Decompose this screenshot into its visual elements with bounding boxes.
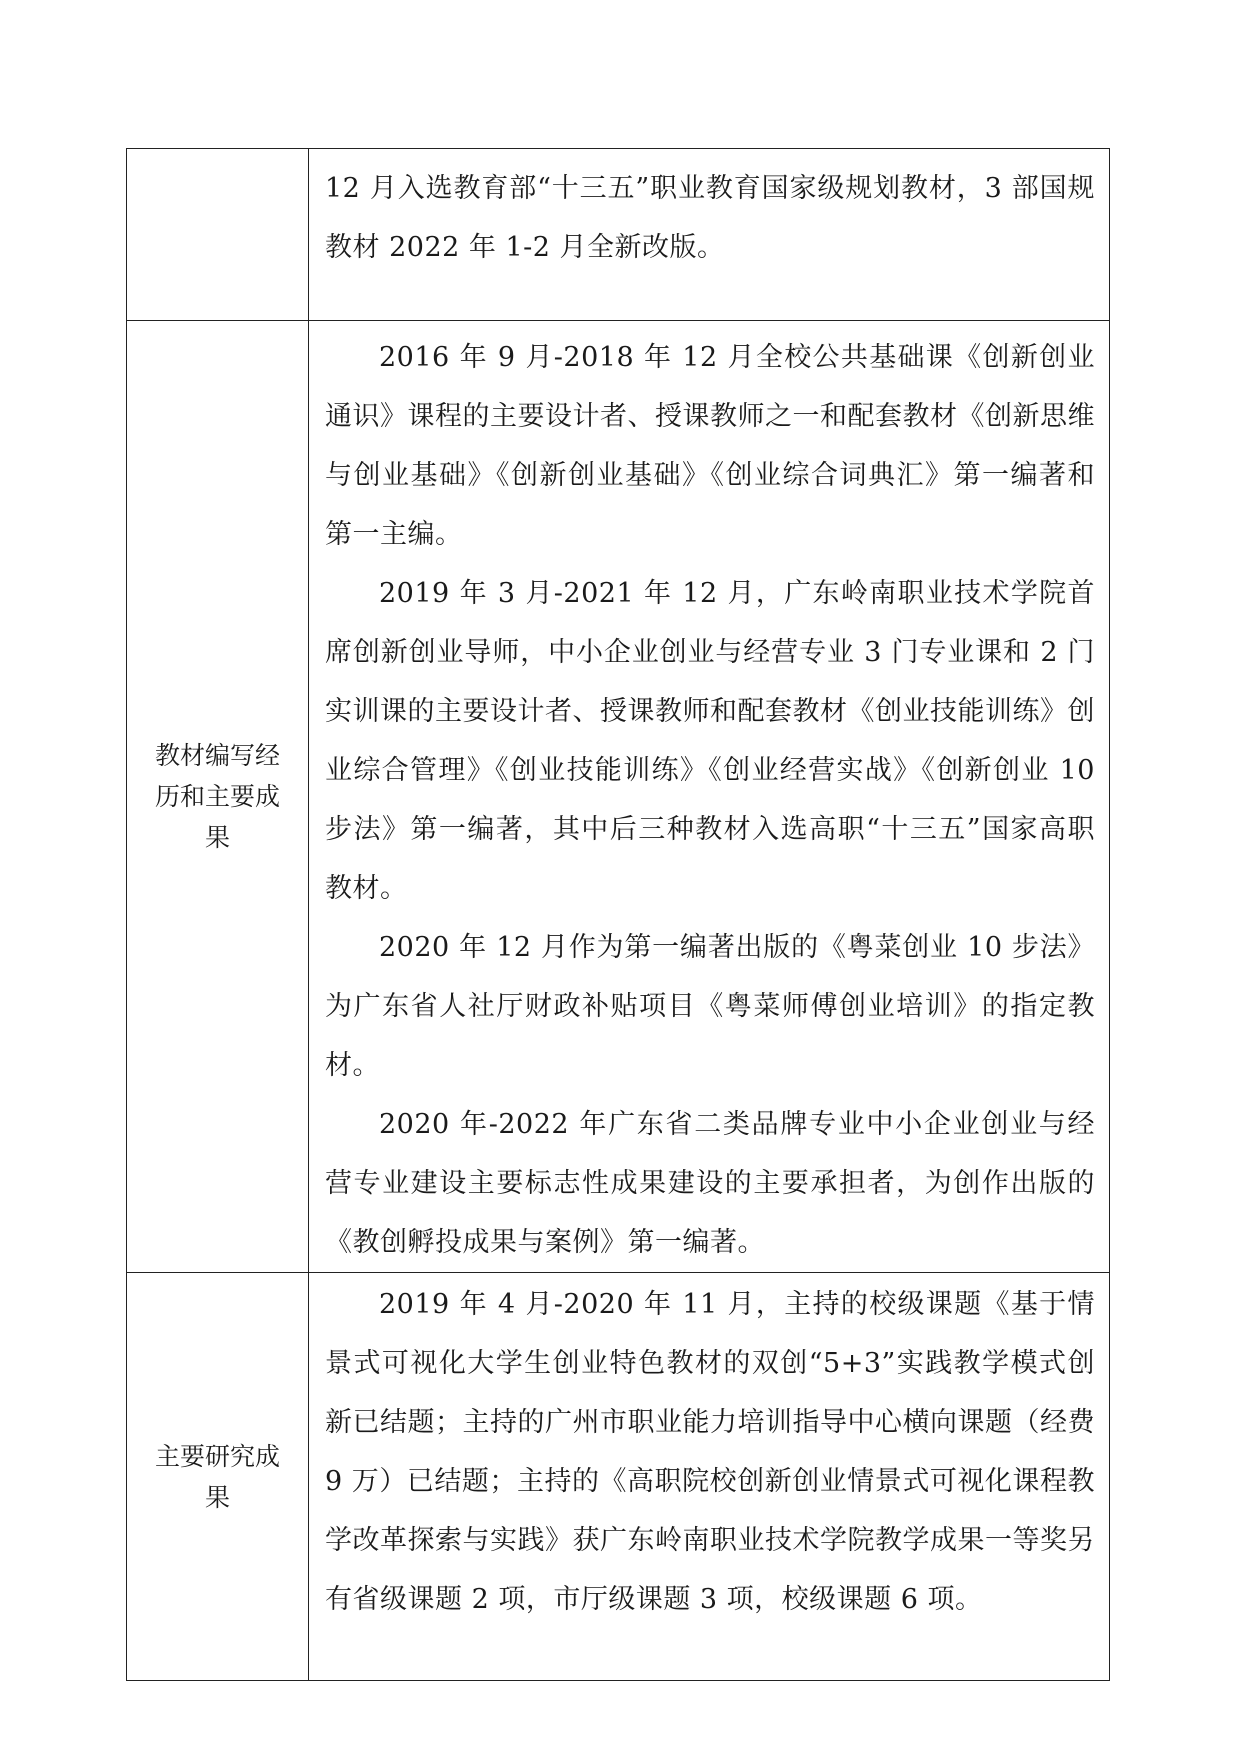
paragraph: 2019 年 4 月-2020 年 11 月，主持的校级课题《基于情景式可视化大学生创业特色教材的双创“5+3”实践教学模式创新已结题；主持的广州市职业能力培训指导中心横向课题（经费 9 万）已结题；主持的《高职院校创新创业情景式可视化课程教学改革探索与实践》获广东岭南职业技术学院教学成果一等奖另有省级课题 2 项，市厅级课题 3 项，校级课题 6 项。 [325,1289,1095,1615]
row-label-cell [127,149,309,321]
table-row [127,1273,1110,1681]
document-table [126,148,1110,1681]
row-content-cell [309,149,1110,321]
row-content-cell [309,321,1110,1273]
table-row [127,149,1110,321]
paragraph: 2016 年 9 月-2018 年 12 月全校公共基础课《创新创业通识》课程的主要设计者、授课教师之一和配套教材《创新思维与创业基础》《创新创业基础》《创业综合词典汇》第一编著和第一主编。 [325,342,1095,550]
paragraph: 2020 年 12 月作为第一编著出版的《粤菜创业 10 步法》为广东省人社厅财政补贴项目《粤菜师傅创业培训》的指定教材。 [325,932,1095,1081]
table-row [127,321,1110,1273]
row-label-cell [127,321,309,1273]
row-label: 主要研究成果 [154,1441,280,1512]
paragraph: 2019 年 3 月-2021 年 12 月，广东岭南职业技术学院首席创新创业导师，中小企业创业与经营专业 3 门专业课和 2 门实训课的主要设计者、授课教师和配套教材《创业技能训练》创业综合管理》《创业技能训练》《创业经营实战》《创新创业 10 步法》第一编著，其中后三种教材入选高职“十三五”国家高职教材。 [325,578,1095,904]
row-label: 教材编写经历和主要成果 [154,741,280,852]
paragraph: 2020 年-2022 年广东省二类品牌专业中小企业创业与经营专业建设主要标志性成果建设的主要承担者，为创作出版的《教创孵投成果与案例》第一编著。 [325,1109,1095,1258]
row-label-cell [127,1273,309,1681]
paragraph: 12 月入选教育部“十三五”职业教育国家级规划教材，3 部国规教材 2022 年 1-2 月全新改版。 [325,173,1095,263]
row-content-cell [309,1273,1110,1681]
